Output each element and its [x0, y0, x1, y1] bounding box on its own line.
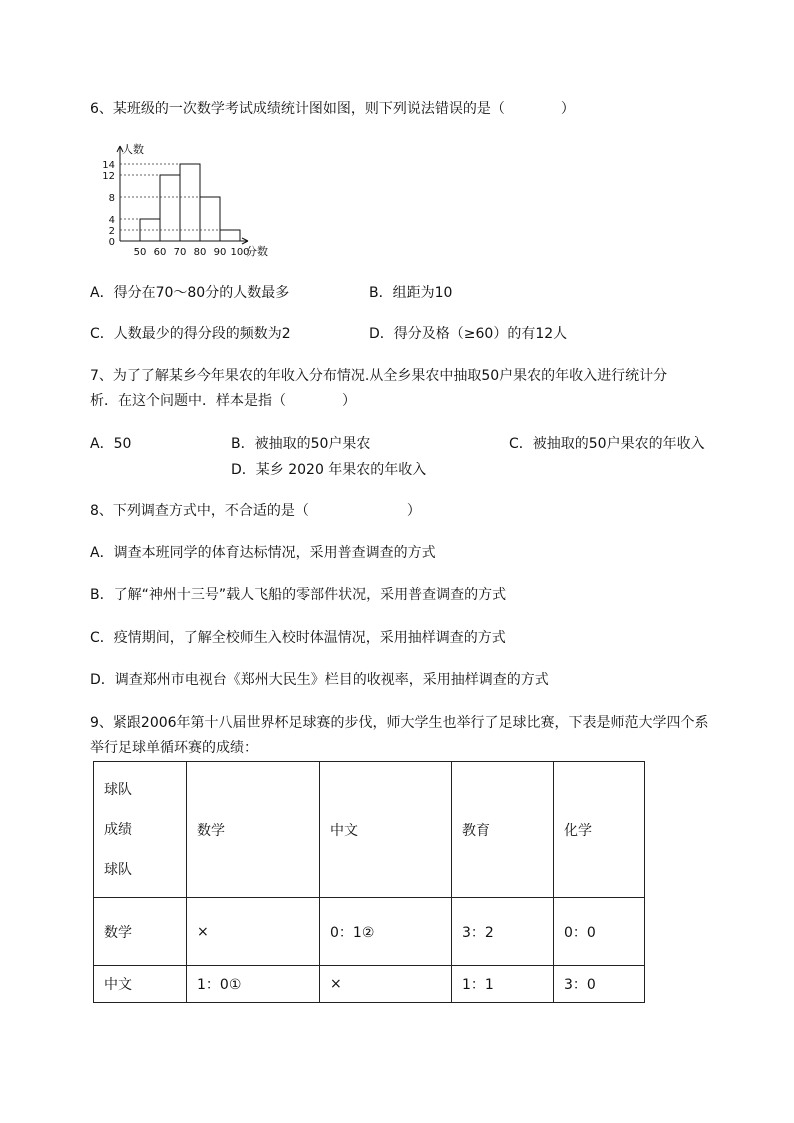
table-row	[94, 966, 645, 1003]
table-header-row	[94, 762, 645, 898]
q8-stem: 8、下列调查方式中，不合适的是（ ）	[90, 503, 421, 519]
score-cell: 0：1②	[320, 898, 452, 966]
q7-option-c: C．被抽取的50户果农的年收入	[509, 436, 705, 452]
y-tick-label: 0	[108, 237, 115, 248]
q7-option-b: B．被抽取的50户果农	[231, 436, 371, 452]
x-tick-label: 60	[153, 247, 167, 258]
histogram-bar	[220, 230, 240, 241]
histogram-bar	[200, 197, 220, 241]
q9-stem-line2: 举行足球单循环赛的成绩：	[90, 740, 258, 756]
q7-option-d: D．某乡 2020 年果农的年收入	[231, 462, 427, 478]
q8-option-c: C．疫情期间，了解全校师生入校时体温情况，采用抽样调查的方式	[90, 630, 506, 646]
y-tick-label: 8	[108, 193, 115, 204]
row-team-cell: 中文	[94, 966, 187, 1003]
q6-option-d: D．得分及格（≥60）的有12人	[369, 326, 568, 342]
x-axis-label: 分数	[246, 245, 268, 258]
q6-option-a: A．得分在70～80分的人数最多	[90, 285, 290, 301]
column-header: 数学	[187, 762, 320, 898]
y-tick-label: 4	[108, 215, 115, 226]
y-tick-label: 14	[102, 160, 115, 171]
q7-stem-line2: 析．在这个问题中．样本是指（ ）	[90, 393, 356, 409]
y-axis-label: 人数	[122, 143, 144, 156]
corner-label-team-row: 球队	[104, 781, 132, 798]
score-cell: ×	[320, 966, 452, 1003]
q9-stem-line1: 9、紧跟2006年第十八届世界杯足球赛的步伐，师大学生也举行了足球比赛，下表是师范大学四个系	[90, 715, 709, 731]
q6-option-b: B．组距为10	[369, 285, 453, 301]
score-cell: 0：0	[554, 898, 645, 966]
x-tick-label: 80	[193, 247, 207, 258]
q8-option-d: D．调查郑州市电视台《郑州大民生》栏目的收视率，采用抽样调查的方式	[90, 672, 549, 688]
q6-option-c: C．人数最少的得分段的频数为2	[90, 326, 291, 342]
score-cell: 1：0①	[187, 966, 320, 1003]
column-header: 化学	[554, 762, 645, 898]
histogram-chart	[90, 140, 290, 260]
histogram-bar	[160, 175, 180, 241]
x-tick-label: 90	[213, 247, 227, 258]
x-tick-label: 100	[230, 247, 250, 258]
q8-option-b: B．了解“神州十三号”载人飞船的零部件状况，采用普查调查的方式	[90, 587, 507, 603]
score-cell: 1：1	[452, 966, 554, 1003]
score-cell: ×	[187, 898, 320, 966]
x-tick-label: 50	[133, 247, 147, 258]
results-table	[93, 761, 645, 1003]
table-row	[94, 898, 645, 966]
column-header: 中文	[320, 762, 452, 898]
header-corner-cell	[94, 762, 187, 898]
column-header: 教育	[452, 762, 554, 898]
q8-option-a: A．调查本班同学的体育达标情况，采用普查调查的方式	[90, 545, 436, 561]
q6-stem: 6、某班级的一次数学考试成绩统计图如图，则下列说法错误的是（ ）	[90, 101, 575, 117]
histogram-bar	[180, 164, 200, 241]
corner-label-score: 成绩	[104, 821, 132, 838]
y-tick-label: 12	[102, 171, 115, 182]
y-tick-label: 2	[108, 226, 115, 237]
q7-stem-line1: 7、为了了解某乡今年果农的年收入分布情况.从全乡果农中抽取50户果农的年收入进行统计分	[90, 368, 668, 384]
score-cell: 3：2	[452, 898, 554, 966]
corner-label-team-col: 球队	[104, 861, 132, 878]
row-team-cell: 数学	[94, 898, 187, 966]
q7-option-a: A．50	[90, 436, 132, 452]
score-cell: 3：0	[554, 966, 645, 1003]
x-tick-label: 70	[173, 247, 187, 258]
